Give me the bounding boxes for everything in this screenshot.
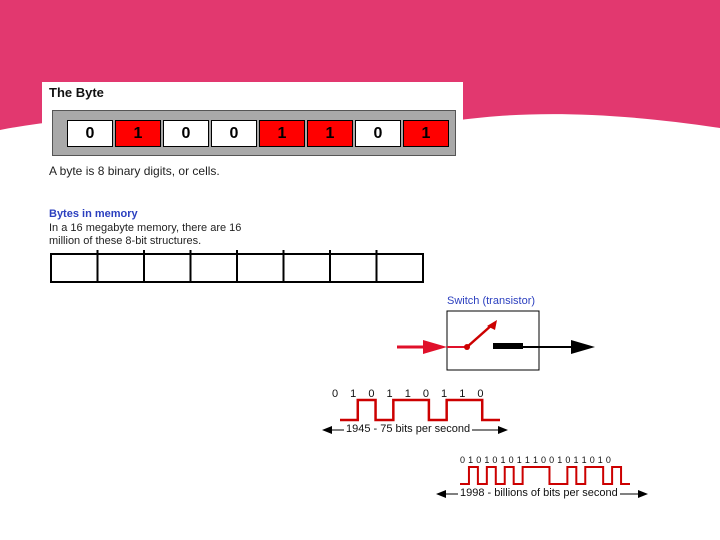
bit-cell: 0 xyxy=(163,120,209,147)
switch-label: Switch (transistor) xyxy=(447,295,536,307)
byte-frame xyxy=(52,110,456,156)
bit-cell: 1 xyxy=(115,120,161,147)
bit-cell: 0 xyxy=(211,120,257,147)
byte-title: The Byte xyxy=(49,85,104,100)
memory-cells xyxy=(48,250,428,284)
bit-cell: 1 xyxy=(403,120,449,147)
signal-1945-waveform xyxy=(340,400,500,420)
signal-1998-left-arrow xyxy=(436,490,446,498)
byte-caption: A byte is 8 binary digits, or cells. xyxy=(49,164,220,178)
switch-box xyxy=(447,311,539,370)
memory-title: Bytes in memory xyxy=(49,208,138,220)
signal-1998-right-arrow xyxy=(638,490,648,498)
signal-1998-label: 1998 - billions of bits per second xyxy=(460,487,618,499)
bit-cell: 0 xyxy=(355,120,401,147)
signal-1945-right-arrow xyxy=(498,426,508,434)
signal-1998-waveform xyxy=(460,467,630,484)
signal-1998-bits: 0 1 0 1 0 1 0 1 1 1 0 0 1 0 1 1 0 1 0 xyxy=(460,455,612,465)
switch-contact xyxy=(493,343,523,349)
switch-diagram xyxy=(395,308,605,372)
input-arrow-head xyxy=(423,340,447,354)
bit-cell: 0 xyxy=(67,120,113,147)
bit-cell: 1 xyxy=(307,120,353,147)
signal-1945-label: 1945 - 75 bits per second xyxy=(346,423,471,435)
bit-cell: 1 xyxy=(259,120,305,147)
signal-1945-left-arrow xyxy=(322,426,332,434)
signal-1945-bits: 0 1 0 1 1 0 1 1 0 xyxy=(332,388,484,400)
output-arrow-head xyxy=(571,340,595,354)
memory-text: In a 16 megabyte memory, there are 16 million of these 8-bit structures. xyxy=(49,222,242,247)
